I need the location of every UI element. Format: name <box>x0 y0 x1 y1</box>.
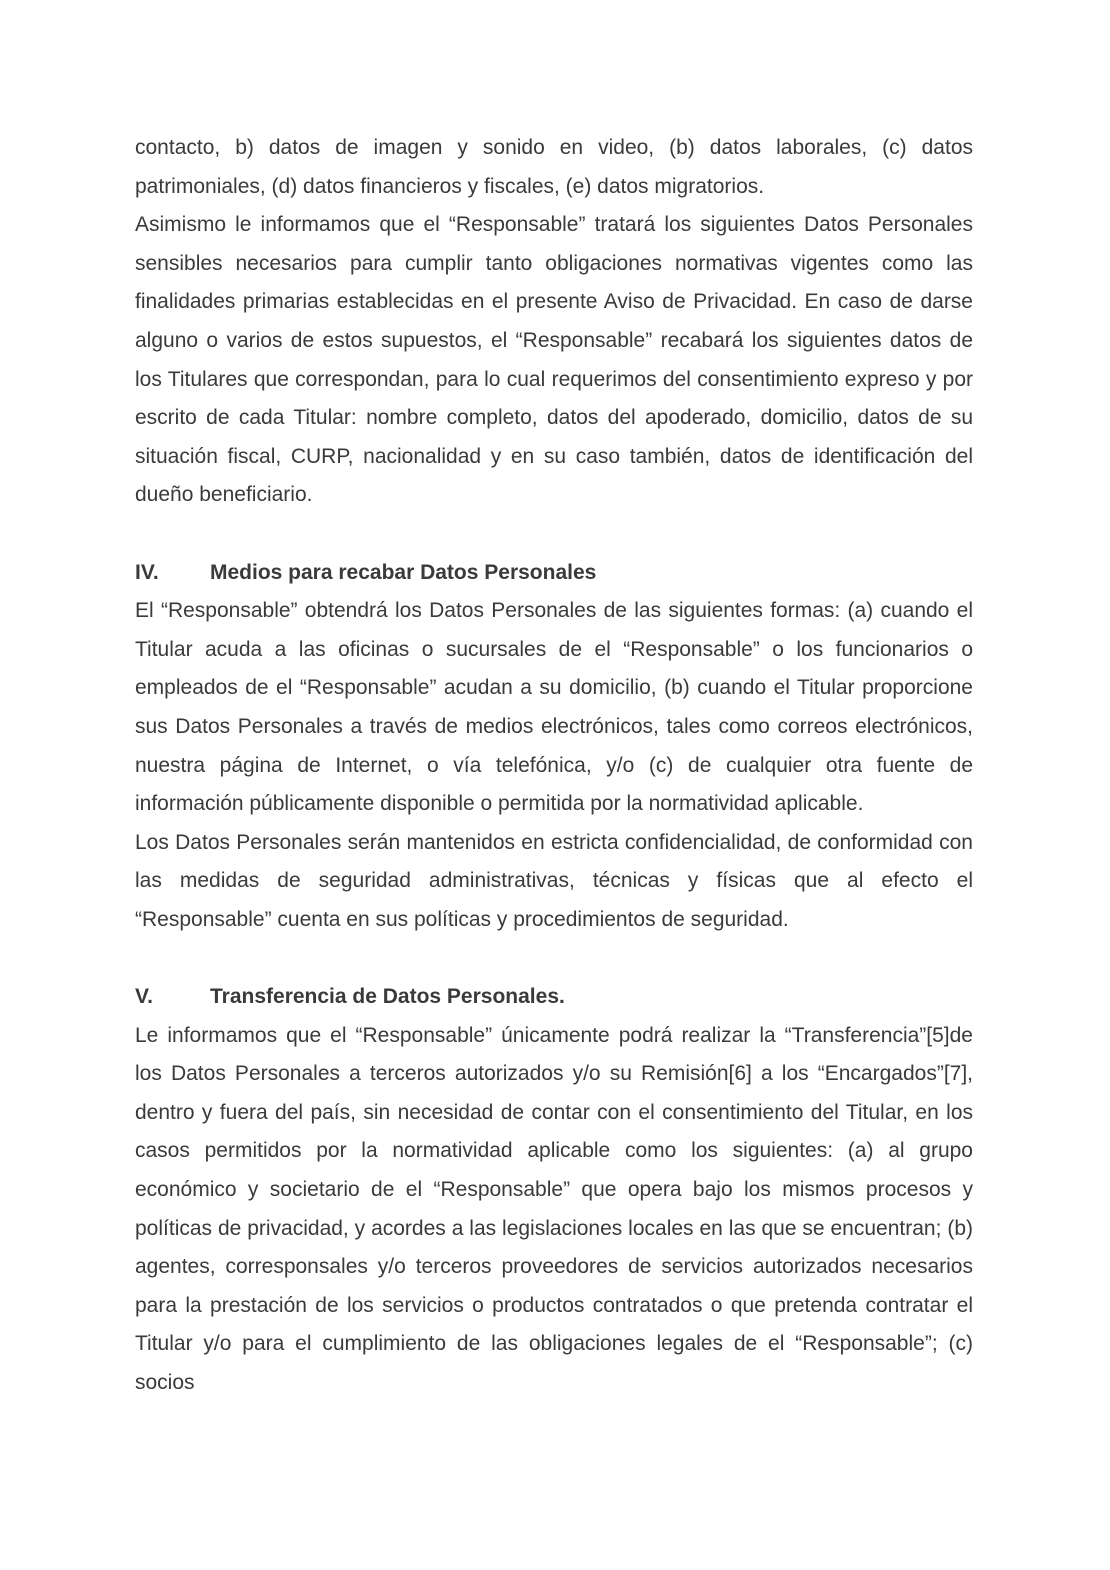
section-heading-v <box>135 978 973 1017</box>
spacer <box>135 939 973 978</box>
paragraph-transfer: Le informamos que el “Responsable” únicamente podrá realizar la “Transferencia”[5]de los Datos Personales a terceros autorizados y/o su Remisión[6] a los “Encargados”[7], dentro y fuera del país, sin necesidad de contar con el consentimiento del Titular, en los casos permitidos por la normatividad aplicable como los siguientes: (a) al grupo económico y societario de el “Responsable” que opera bajo los mismos procesos y políticas de privacidad, y acordes a las legislaciones locales en las que se encuentran; (b) agentes, corresponsales y/o terceros proveedores de servicios autorizados necesarios para la prestación de los servicios o productos contratados o que pretenda contratar el Titular y/o para el cumplimiento de las obligaciones legales de el “Responsable”; (c) socios <box>135 1023 973 1394</box>
paragraph-data-types: contacto, b) datos de imagen y sonido en video, (b) datos laborales, (c) datos patrimoniales, (d) datos financieros y fiscales, (e) datos migratorios. <box>135 136 973 198</box>
section-title: Medios para recabar Datos Personales <box>210 560 597 584</box>
section-heading-iv <box>135 554 973 593</box>
section-number: V. <box>135 985 153 1009</box>
section-number: IV. <box>135 560 159 584</box>
paragraph-sensitive-data: Asimismo le informamos que el “Responsable” tratará los siguientes Datos Personales sensibles necesarios para cumplir tanto obligaciones normativas vigentes como las finalidades primarias establecidas en el presente Aviso de Privacidad. En caso de darse alguno o varios de estos supuestos, el “Responsable” recabará los siguientes datos de los Titulares que correspondan, para lo cual requerimos del consentimiento expreso y por escrito de cada Titular: nombre completo, datos del apoderado, domicilio, datos de su situación fiscal, CURP, nacionalidad y en su caso también, datos de identificación del dueño beneficiario. <box>135 213 973 507</box>
document-page <box>135 129 973 1403</box>
paragraph-collection-means: El “Responsable” obtendrá los Datos Personales de las siguientes formas: (a) cuando el Titular acuda a las oficinas o sucursales de el “Responsable” o los funcionarios o empleados de el “Responsable” acudan a su domicilio, (b) cuando el Titular proporcione sus Datos Personales a través de medios electrónicos, tales como correos electrónicos, nuestra página de Internet, o vía telefónica, y/o (c) de cualquier otra fuente de información públicamente disponible o permitida por la normatividad aplicable. <box>135 599 973 816</box>
paragraph-confidentiality: Los Datos Personales serán mantenidos en estricta confidencialidad, de conformidad con las medidas de seguridad administrativas, técnicas y físicas que al efecto el “Responsable” cuenta en sus políticas y procedimientos de seguridad. <box>135 830 973 931</box>
spacer <box>135 515 973 554</box>
section-title: Transferencia de Datos Personales. <box>210 985 565 1009</box>
